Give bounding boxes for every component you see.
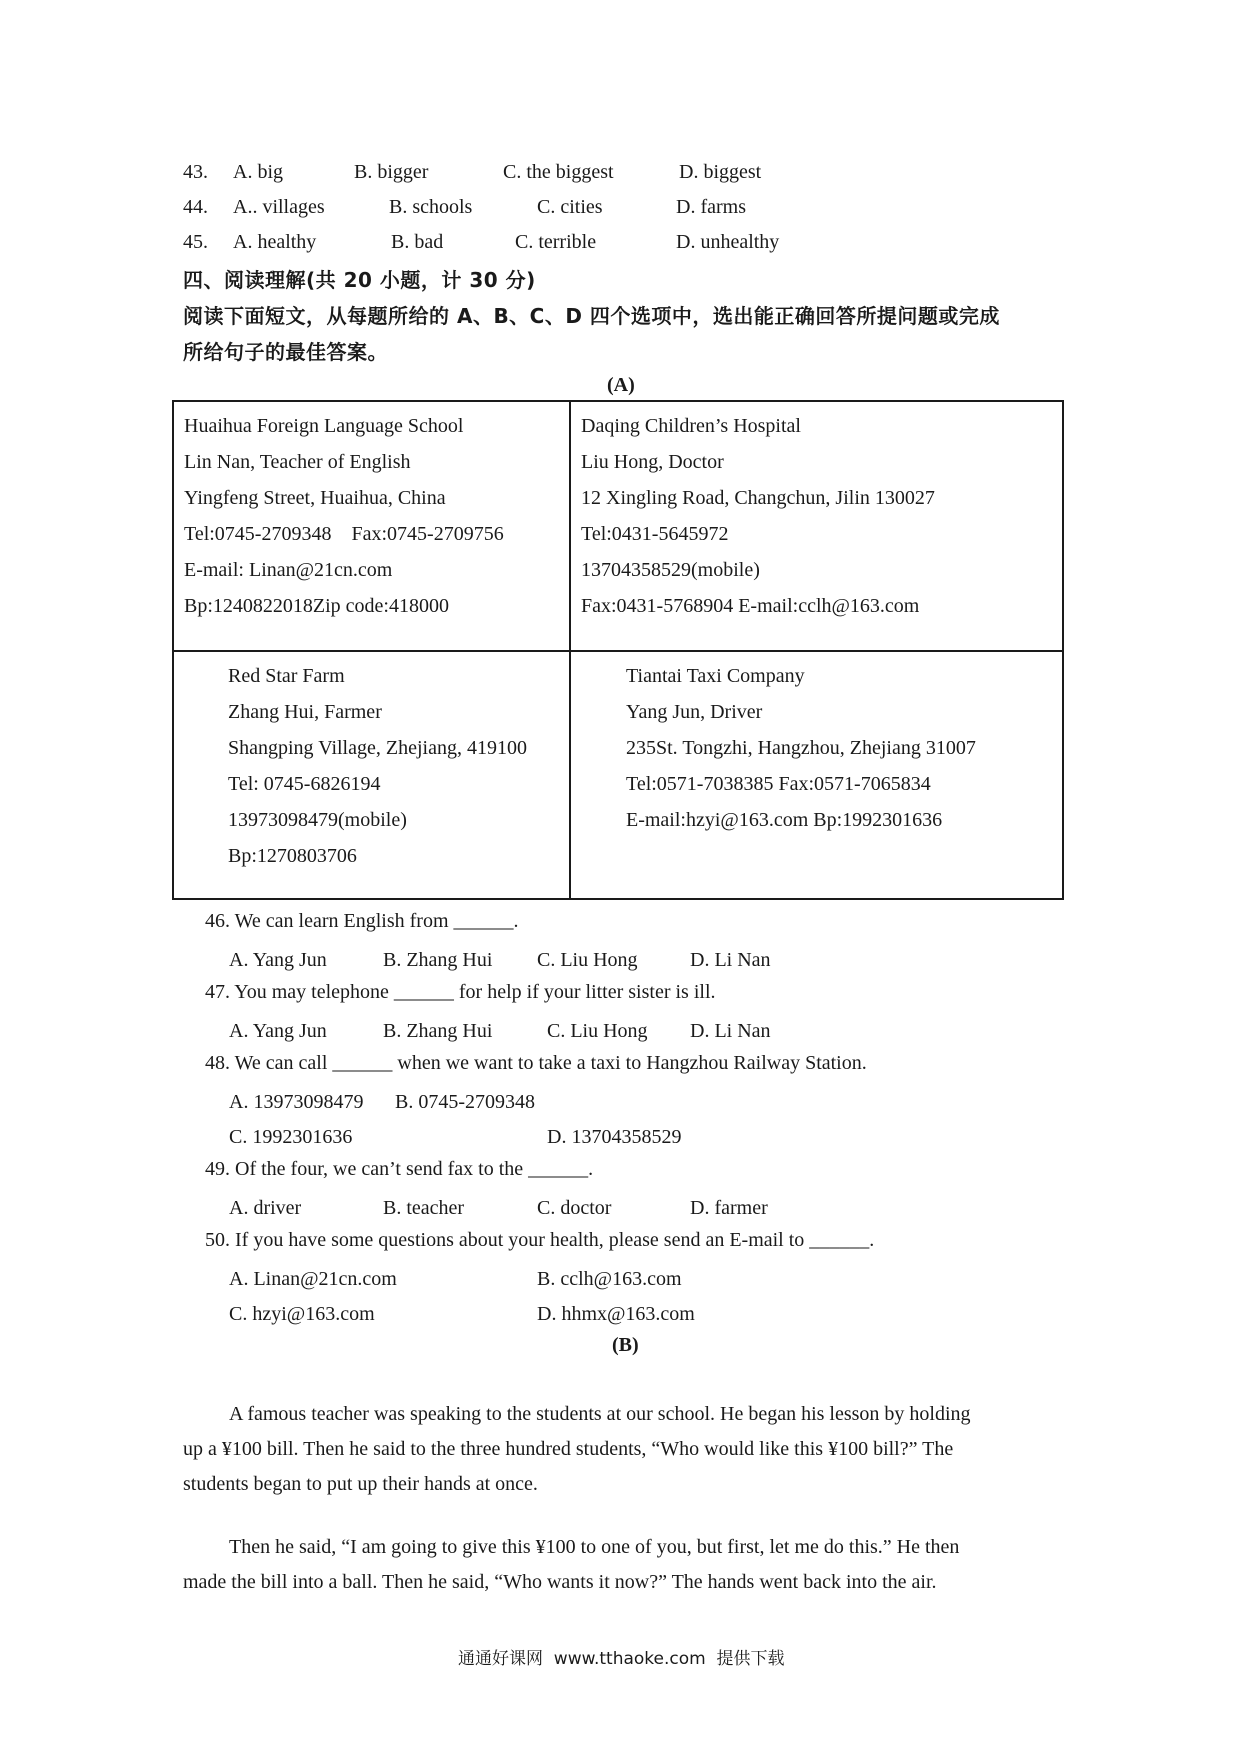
question-50-stem: 50. If you have some questions about your health, please send an E-mail to ______. [205,1229,875,1251]
card-line: Zhang Hui, Farmer [228,701,382,723]
card-school [184,408,504,624]
option-d: D. unhealthy [676,231,780,253]
option-b: B. Zhang Hui [383,949,493,971]
option-d: D. hhmx@163.com [537,1303,695,1325]
option-b: B. 0745-2709348 [395,1091,535,1113]
question-number: 43. [183,161,208,183]
card-taxi [626,658,976,838]
option-c: C. Liu Hong [547,1020,648,1042]
option-d: D. farmer [690,1197,768,1219]
option-d: D. biggest [679,161,762,183]
passage-b-paragraph-2 [183,1530,1063,1600]
option-a: A. healthy [233,231,317,253]
card-line: E-mail:hzyi@163.com Bp:1992301636 [626,809,943,831]
card-hospital [581,408,935,624]
question-46-stem: 46. We can learn English from ______. [205,910,519,932]
card-line: Red Star Farm [228,665,345,687]
instructions-line-1: 阅读下面短文，从每题所给的 A、B、C、D 四个选项中，选出能正确回答所提问题或完成 [183,304,1000,328]
option-c: C. 1992301636 [229,1126,353,1148]
card-line: Bp:1270803706 [228,845,357,867]
card-farm [228,658,527,874]
table-horizontal-divider [174,650,1062,652]
question-49-stem: 49. Of the four, we can’t send fax to the ______. [205,1158,594,1180]
card-line: Fax:0431-5768904 E-mail:cclh@163.com [581,595,920,617]
card-line: Lin Nan, Teacher of English [184,451,411,473]
card-line: Tel:0745-2709348 Fax:0745-2709756 [184,523,504,545]
question-number: 44. [183,196,208,218]
option-c: C. cities [537,196,603,218]
passage-a-label: (A) [607,374,635,396]
option-b: B. teacher [383,1197,465,1219]
card-line: Bp:1240822018Zip code:418000 [184,595,449,617]
section-title: 四、阅读理解(共 20 小题，计 30 分) [183,268,536,292]
card-line: Tel:0571-7038385 Fax:0571-7065834 [626,773,931,795]
passage-b-paragraph-1 [183,1397,1063,1502]
card-line: E-mail: Linan@21cn.com [184,559,393,581]
card-line: 12 Xingling Road, Changchun, Jilin 130027 [581,487,935,509]
option-c: C. doctor [537,1197,612,1219]
option-d: D. farms [676,196,746,218]
business-card-table [172,400,1064,900]
card-line: 13704358529(mobile) [581,559,760,581]
question-47-stem: 47. You may telephone ______ for help if your litter sister is ill. [205,981,716,1003]
option-d: D. Li Nan [690,949,771,971]
option-b: B. schools [389,196,473,218]
paragraph-line: students began to put up their hands at once. [183,1473,538,1495]
paragraph-line: made the bill into a ball. Then he said, “Who wants it now?” The hands went back into the air. [183,1571,937,1593]
page-footer: 通通好课网 www.tthaoke.com 提供下载 [458,1649,785,1669]
option-c: C. the biggest [503,161,614,183]
option-d: D. Li Nan [690,1020,771,1042]
option-d: D. 13704358529 [547,1126,682,1148]
card-line: Huaihua Foreign Language School [184,415,464,437]
option-c: C. hzyi@163.com [229,1303,375,1325]
paragraph-line: A famous teacher was speaking to the students at our school. He began his lesson by holding [229,1403,971,1425]
paragraph-line: up a ¥100 bill. Then he said to the three hundred students, “Who would like this ¥100 bill?” The [183,1438,954,1460]
option-a: A. Yang Jun [229,1020,327,1042]
passage-b-label: (B) [612,1334,639,1356]
card-line: Tel:0431-5645972 [581,523,729,545]
option-a: A.. villages [233,196,325,218]
card-line: Daqing Children’s Hospital [581,415,801,437]
question-48-stem: 48. We can call ______ when we want to take a taxi to Hangzhou Railway Station. [205,1052,867,1074]
card-line: Liu Hong, Doctor [581,451,724,473]
option-a: A. Yang Jun [229,949,327,971]
card-line: 235St. Tongzhi, Hangzhou, Zhejiang 31007 [626,737,976,759]
card-line: Yingfeng Street, Huaihua, China [184,487,446,509]
option-a: A. 13973098479 [229,1091,364,1113]
option-b: B. cclh@163.com [537,1268,682,1290]
card-line: Tel: 0745-6826194 [228,773,381,795]
paragraph-line: Then he said, “I am going to give this ¥100 to one of you, but first, let me do this.” He then [229,1536,960,1558]
card-line: Tiantai Taxi Company [626,665,805,687]
question-number: 45. [183,231,208,253]
card-line: Shangping Village, Zhejiang, 419100 [228,737,527,759]
instructions-line-2: 所给句子的最佳答案。 [183,340,388,364]
option-b: B. Zhang Hui [383,1020,493,1042]
option-b: B. bad [391,231,444,253]
option-a: A. big [233,161,283,183]
option-c: C. terrible [515,231,597,253]
option-a: A. Linan@21cn.com [229,1268,397,1290]
option-c: C. Liu Hong [537,949,638,971]
card-line: Yang Jun, Driver [626,701,763,723]
option-b: B. bigger [354,161,429,183]
card-line: 13973098479(mobile) [228,809,407,831]
option-a: A. driver [229,1197,302,1219]
